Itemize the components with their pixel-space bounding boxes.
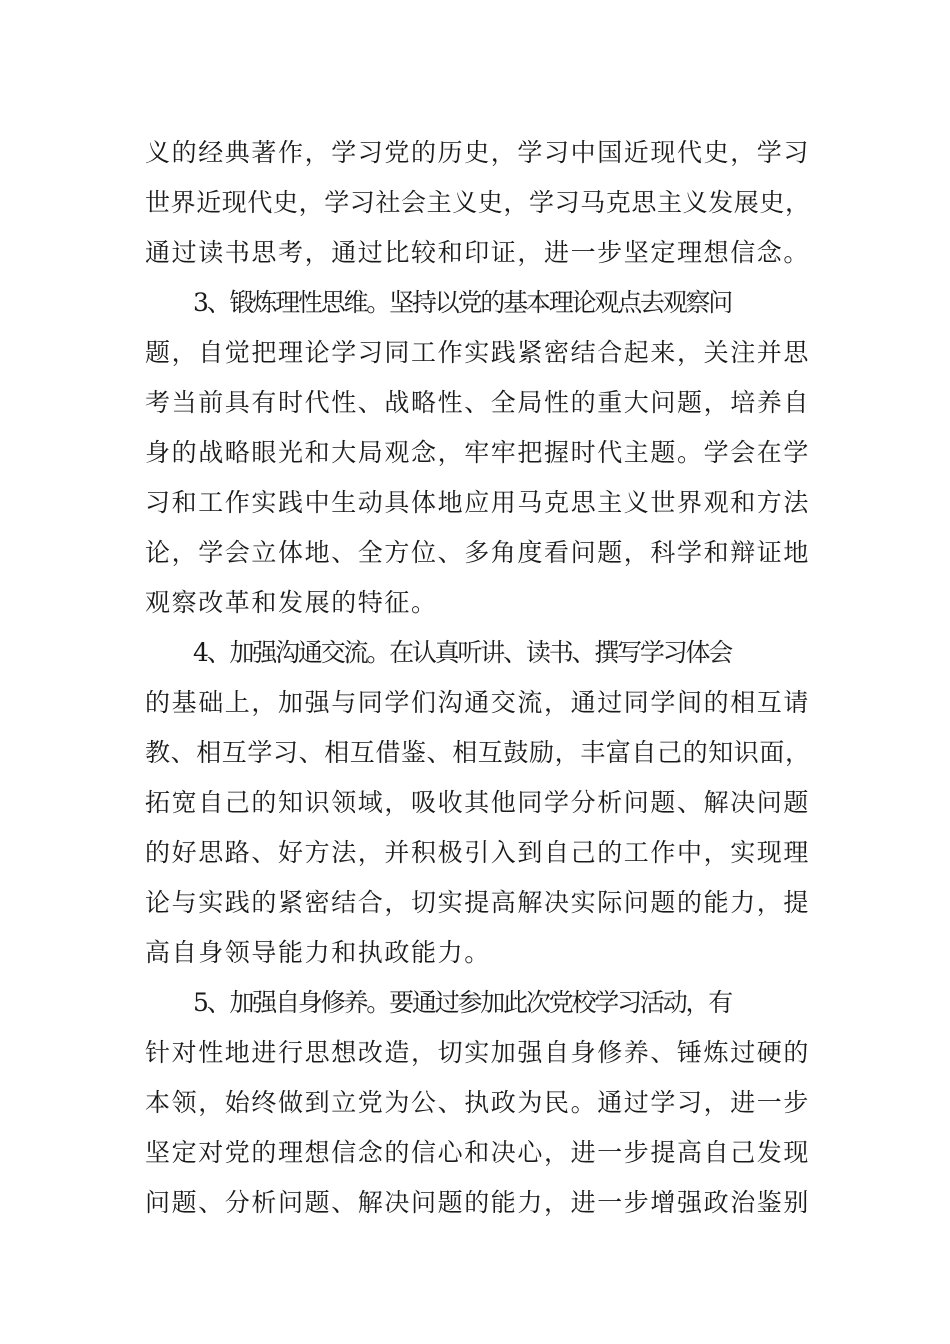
text-line: 的基础上，加强与同学们沟通交流，通过同学间的相互请 bbox=[145, 688, 811, 717]
text-line: 观察改革和发展的特征。 bbox=[145, 588, 438, 617]
text-line: 通过读书思考，通过比较和印证，进一步坚定理想信念。 bbox=[145, 238, 811, 267]
text-line: 教、相互学习、相互借鉴、相互鼓励，丰富自己的知识面， bbox=[145, 738, 811, 767]
paragraph-3-first-line: 3、锻炼理性思维。坚持以党的基本理论观点去观察问 bbox=[193, 288, 732, 317]
text-line: 针对性地进行思想改造，切实加强自身修养、锤炼过硬的 bbox=[145, 1038, 811, 1067]
text-line: 考当前具有时代性、战略性、全局性的重大问题，培养自 bbox=[145, 388, 811, 417]
text-line: 论，学会立体地、全方位、多角度看问题，科学和辩证地 bbox=[145, 538, 811, 567]
text-line: 坚定对党的理想信念的信心和决心，进一步提高自己发现 bbox=[145, 1138, 811, 1167]
text-line: 世界近现代史，学习社会主义史，学习马克思主义发展史， bbox=[145, 188, 811, 217]
text-line: 义的经典著作，学习党的历史，学习中国近现代史，学习 bbox=[145, 138, 811, 167]
text-line: 的好思路、好方法，并积极引入到自己的工作中，实现理 bbox=[145, 838, 811, 867]
text-line: 论与实践的紧密结合，切实提高解决实际问题的能力，提 bbox=[145, 888, 811, 917]
paragraph-5-first-line: 5、加强自身修养。要通过参加此次党校学习活动，有 bbox=[193, 988, 732, 1017]
paragraph-4-first-line: 4、加强沟通交流。在认真听讲、读书、撰写学习体会 bbox=[193, 638, 732, 667]
text-line: 拓宽自己的知识领域，吸收其他同学分析问题、解决问题 bbox=[145, 788, 811, 817]
text-line: 身的战略眼光和大局观念，牢牢把握时代主题。学会在学 bbox=[145, 438, 811, 467]
text-line: 问题、分析问题、解决问题的能力，进一步增强政治鉴别 bbox=[145, 1188, 811, 1217]
text-line: 高自身领导能力和执政能力。 bbox=[145, 938, 491, 967]
text-line: 题，自觉把理论学习同工作实践紧密结合起来，关注并思 bbox=[145, 338, 811, 367]
text-line: 本领，始终做到立党为公、执政为民。通过学习，进一步 bbox=[145, 1088, 811, 1117]
text-line: 习和工作实践中生动具体地应用马克思主义世界观和方法 bbox=[145, 488, 811, 517]
